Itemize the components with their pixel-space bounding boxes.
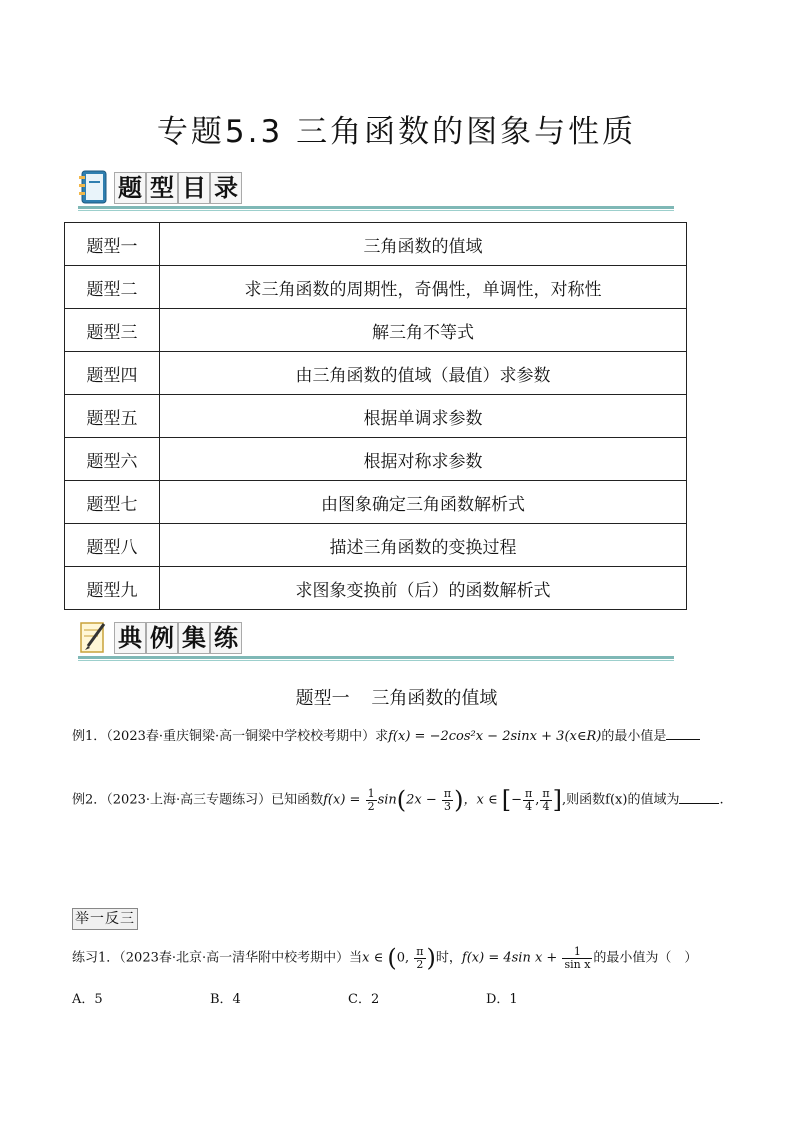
section-char: 集 <box>178 622 210 654</box>
fraction <box>540 788 551 813</box>
denominator: 4 <box>525 799 533 813</box>
example-2-f: f(x) = <box>323 792 365 808</box>
topic-label: 题型一 <box>65 223 160 266</box>
topic-label: 题型四 <box>65 352 160 395</box>
topic-title: 三角函数的值域 <box>160 223 687 266</box>
topic-label: 题型二 <box>65 266 160 309</box>
topic-title: 求图象变换前（后）的函数解析式 <box>160 567 687 610</box>
answer-blank[interactable] <box>679 791 719 804</box>
numerator: π <box>443 786 452 800</box>
arg-text: 2x − <box>406 792 441 808</box>
divider <box>78 210 674 211</box>
practice-1-prefix: 练习1．（2023春·北京·高一清华附中校考期中）当 <box>72 950 363 966</box>
divider <box>78 206 674 209</box>
section-char: 典 <box>114 622 146 654</box>
table-row <box>65 524 687 567</box>
practice-1 <box>72 944 697 972</box>
denominator: 2 <box>367 799 375 813</box>
cond-text: x ∈ <box>362 950 388 966</box>
divider <box>78 656 674 659</box>
section-char: 练 <box>210 622 242 654</box>
numerator: π <box>542 786 550 800</box>
example-1-suffix: 的最小值是 <box>601 729 667 744</box>
numerator: π <box>416 944 424 958</box>
mid-text: 时， <box>435 950 462 966</box>
bracket-right: ] <box>552 786 563 814</box>
topic-title: 描述三角函数的变换过程 <box>160 524 687 567</box>
topic-label: 题型九 <box>65 567 160 610</box>
fraction <box>523 788 534 813</box>
answer-blank[interactable] <box>666 727 700 740</box>
pencil-note-icon <box>78 620 108 654</box>
example-1 <box>72 725 700 744</box>
topic-title: 求三角函数的周期性，奇偶性，单调性，对称性 <box>160 266 687 309</box>
denominator: 4 <box>542 799 550 813</box>
topic-subheading <box>0 684 793 710</box>
sin-text: sin <box>377 792 397 808</box>
option-c[interactable]: C．2 <box>348 992 380 1007</box>
divider <box>78 660 674 661</box>
section-char: 录 <box>210 172 242 204</box>
topic-label: 题型七 <box>65 481 160 524</box>
practice-tag: 举一反三 <box>72 908 138 930</box>
table-row <box>65 352 687 395</box>
period: . <box>719 792 724 808</box>
section-header-toc <box>78 170 678 210</box>
topic-table <box>64 222 687 610</box>
bracket-left: [ <box>501 786 512 814</box>
denominator: sin x <box>564 957 591 971</box>
paren-left: ( <box>387 944 397 972</box>
paren-left: ( <box>396 786 407 814</box>
subhead-label: 题型一 <box>295 688 350 709</box>
section-char: 例 <box>146 622 178 654</box>
topic-label: 题型五 <box>65 395 160 438</box>
paren-right: ) <box>454 786 464 814</box>
section-char: 题 <box>114 172 146 204</box>
zero: 0, <box>396 950 414 966</box>
option-b[interactable]: B．4 <box>210 992 241 1007</box>
section-header-examples <box>78 620 678 660</box>
table-row <box>65 223 687 266</box>
table-row <box>65 481 687 524</box>
denominator: 3 <box>444 799 452 813</box>
topic-label: 题型六 <box>65 438 160 481</box>
topic-title: 由图象确定三角函数解析式 <box>160 481 687 524</box>
topic-title: 根据对称求参数 <box>160 438 687 481</box>
paren-right: ) <box>426 944 436 972</box>
table-row <box>65 438 687 481</box>
domain-text: ，x ∈ <box>463 792 502 808</box>
topic-title: 解三角不等式 <box>160 309 687 352</box>
notebook-icon <box>78 170 108 204</box>
fraction <box>414 946 425 971</box>
function-text: f(x) = 4sin x + <box>461 950 562 966</box>
fraction <box>562 946 592 971</box>
topic-title: 由三角函数的值域（最值）求参数 <box>160 352 687 395</box>
table-row <box>65 309 687 352</box>
option-d[interactable]: D．1 <box>486 992 518 1007</box>
example-1-formula: f(x) = −2cos²x − 2sinx + 3(x∈R) <box>388 729 602 744</box>
example-1-prefix: 例1．（2023春·重庆铜梁·高一铜梁中学校校考期中）求 <box>72 729 389 744</box>
numerator: π <box>525 786 533 800</box>
topic-title: 根据单调求参数 <box>160 395 687 438</box>
page-title: 专题5.3 三角函数的图象与性质 <box>156 114 637 150</box>
table-row <box>65 266 687 309</box>
practice-1-suffix: 的最小值为（ ） <box>593 950 698 966</box>
table-row <box>65 395 687 438</box>
option-a[interactable]: A．5 <box>72 992 103 1007</box>
example-2-suffix: ,则函数f(x)的值域为 <box>562 792 680 808</box>
topic-label: 题型八 <box>65 524 160 567</box>
minus-sign: − <box>511 792 523 808</box>
fraction <box>442 788 453 813</box>
topic-label: 题型三 <box>65 309 160 352</box>
denominator: 2 <box>416 957 424 971</box>
numerator: 1 <box>562 946 592 959</box>
section-char: 型 <box>146 172 178 204</box>
numerator: 1 <box>367 786 375 800</box>
subhead-topic: 三角函数的值域 <box>371 688 498 709</box>
example-2-prefix: 例2．（2023·上海·高三专题练习）已知函数 <box>72 792 324 808</box>
fraction <box>366 788 377 813</box>
comma: , <box>535 792 540 808</box>
example-2 <box>72 786 724 814</box>
table-row <box>65 567 687 610</box>
section-char: 目 <box>178 172 210 204</box>
